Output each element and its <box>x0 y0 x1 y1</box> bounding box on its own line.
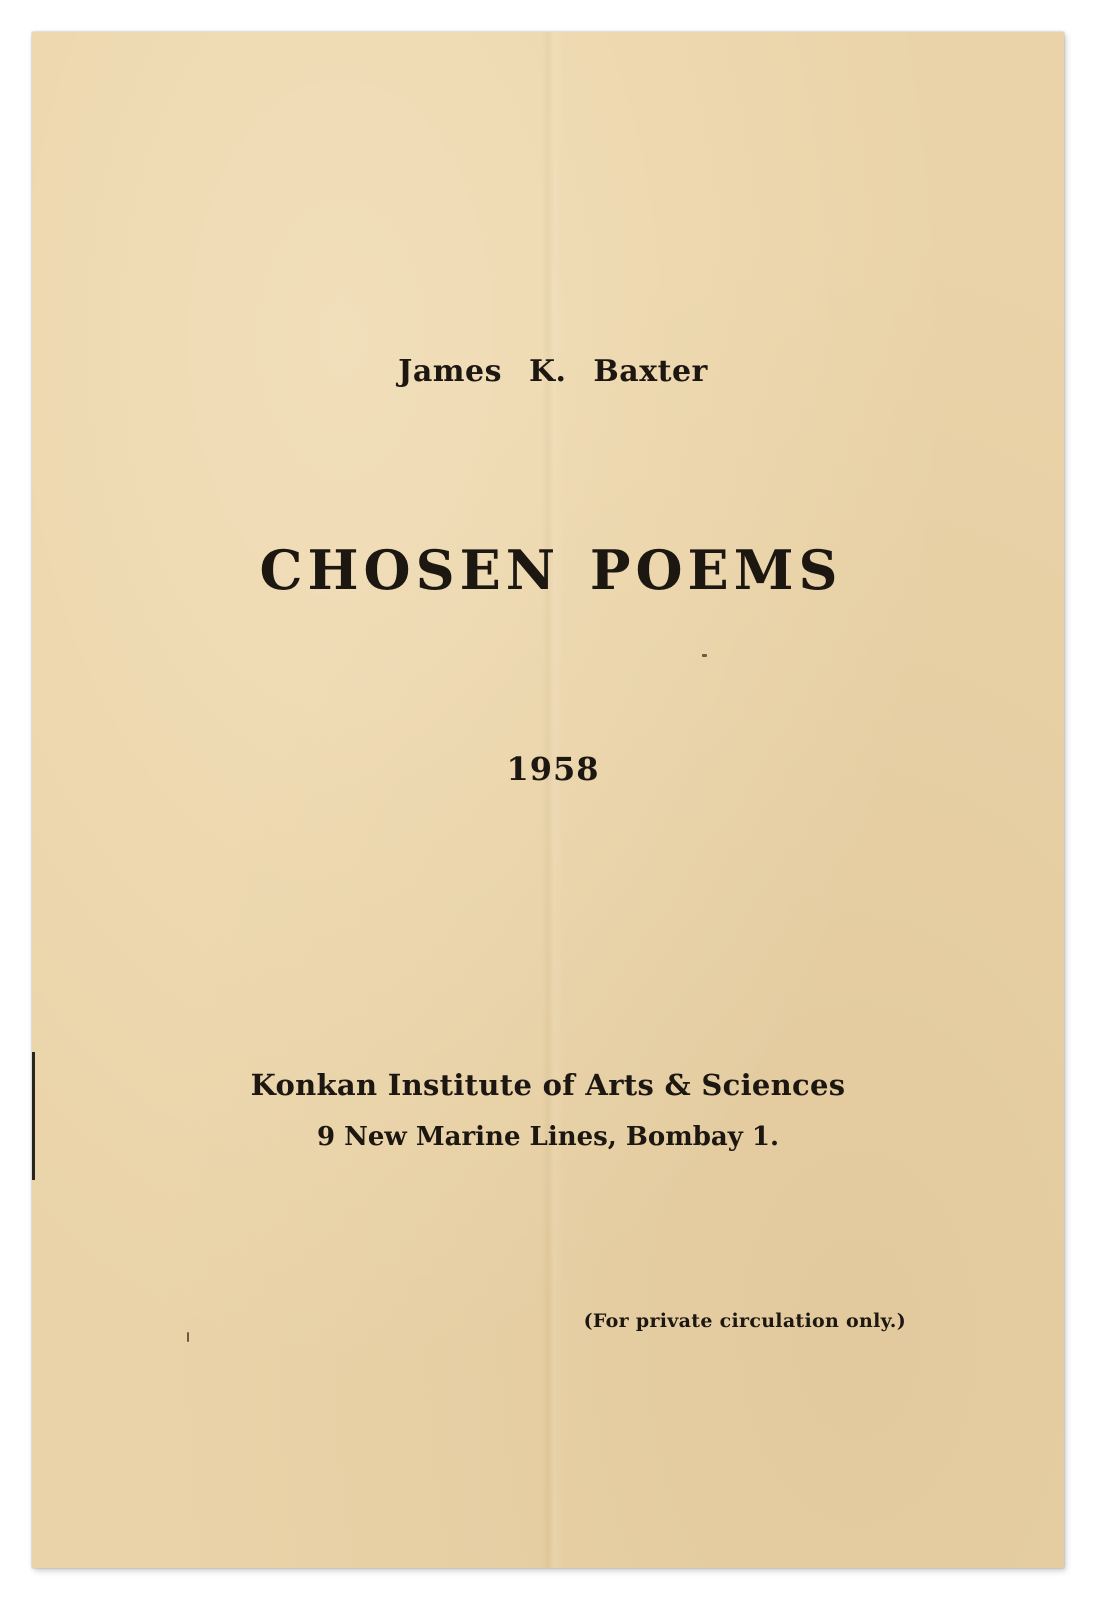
publication-year: 1958 <box>506 750 600 788</box>
book-title: CHOSEN POEMS <box>259 538 843 602</box>
paper-speck <box>187 1332 189 1342</box>
publisher-name: Konkan Institute of Arts & Sciences <box>250 1068 846 1102</box>
paper-speck <box>702 654 707 657</box>
author-name: James K. Baxter <box>398 354 708 389</box>
booklet-cover <box>32 32 1064 1568</box>
circulation-note: (For private circulation only.) <box>583 1310 906 1332</box>
publisher-address: 9 New Marine Lines, Bombay 1. <box>316 1122 780 1152</box>
